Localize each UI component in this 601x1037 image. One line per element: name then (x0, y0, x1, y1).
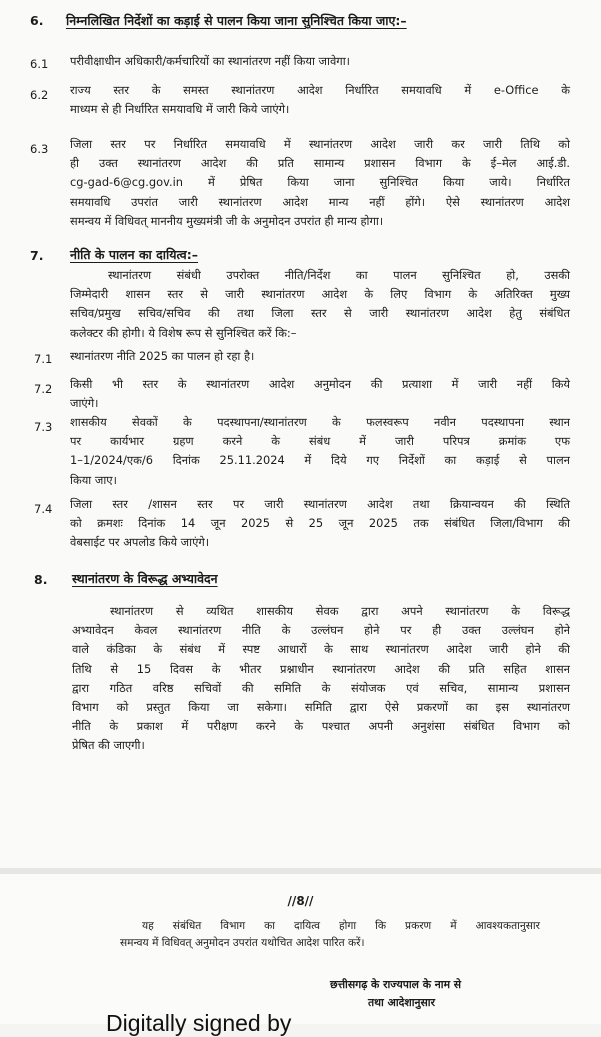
section-7-intro-line: सचिव/प्रमुख सचिव/सचिव की तथा जिला स्तर से जारी स्थानांतरण आदेश हेतु संबंधित (70, 306, 570, 321)
section-7-intro-line: जिम्मेदारी शासन स्तर से जारी स्थानांतरण आदेश के लिए विभाग के अतिरिक्त मुख्य (70, 287, 570, 302)
page-number: //8// (287, 894, 314, 908)
item-6-2-text (70, 81, 570, 119)
item-7-3-text (70, 413, 570, 490)
item-7-1-number: 7.1 (34, 352, 53, 366)
item-7-2-number: 7.2 (34, 382, 53, 396)
item-7-2-line: जाएंगे। (70, 396, 99, 411)
closing-line-2: तथा आदेशानुसार (368, 996, 436, 1009)
section-8-line: प्रेषित की जाएगी। (72, 738, 145, 753)
item-6-3-line-email: cg-gad-6@cg.gov.in में प्रेषित किया जाना सुनिश्चित किया जाये। निर्धारित (70, 175, 570, 190)
section-7-heading: नीति के पालन का दायित्व:– (70, 247, 199, 262)
document-page-8 (0, 874, 601, 1036)
item-6-1-text (70, 52, 570, 71)
section-8-body (72, 602, 570, 756)
item-7-2-text (70, 375, 570, 413)
item-6-1-number: 6.1 (30, 57, 49, 71)
item-6-3-line: समन्वय में विधिवत् माननीय मुख्यमंत्री जी के अनुमोदन उपरांत ही मान्य होगा। (70, 213, 384, 228)
item-7-1-line: स्थानांतरण नीति 2025 का पालन हो रहा है। (70, 349, 255, 363)
item-6-3-number: 6.3 (30, 142, 49, 156)
item-7-3-line: 1–1/2024/एक/6 दिनांक 25.11.2024 में दिये गए निर्देशों का कड़ाई से पालन (70, 453, 570, 468)
item-7-3-line: शासकीय सेवकों के पदस्थापना/स्थानांतरण के फलस्वरूप नवीन पदस्थापना स्थान (70, 415, 570, 429)
section-8-line: तिथि से 15 दिवस के भीतर प्रश्नाधीन स्थानांतरण आदेश की प्रति सहित शासन (72, 661, 570, 676)
section-8-number: 8. (34, 572, 48, 587)
section-7-number: 7. (30, 248, 44, 263)
page-8-line: समन्वय में विधिवत् अनुमोदन उपरांत यथोचित आदेश पारित करें। (120, 937, 365, 949)
section-6-heading: निम्नलिखित निर्देशों का कड़ाई से पालन किया जाना सुनिश्चित किया जाए:– (66, 13, 407, 28)
section-8-line: अभ्यावेदन केवल स्थानांतरण नीति के उल्लंघन होने पर ही उक्त उल्लंघन होने (72, 623, 570, 638)
item-6-3-line: ही उक्त स्थानांतरण आदेश की प्रति सामान्य प्रशासन विभाग के ई–मेल आई.डी. (70, 156, 570, 171)
item-7-1-text (70, 347, 570, 366)
item-6-2-number: 6.2 (30, 88, 49, 102)
page-8-line: यह संबंधित विभाग का दायित्व होगा कि प्रकरण में आवश्यकतानुसार (142, 920, 540, 932)
item-6-2-line: राज्य स्तर के समस्त स्थानांतरण आदेश निर्धारित समयावधि में e-Office के (70, 83, 570, 97)
section-8-heading: स्थानांतरण के विरूद्ध अभ्यावेदन (72, 571, 218, 586)
item-7-4-line: जिला स्तर /शासन स्तर पर जारी स्थानांतरण आदेश तथा क्रियान्वयन की स्थिति (70, 497, 570, 511)
item-6-3-line: समयावधि उपरांत जारी स्थानांतरण आदेश मान्य नहीं होंगे। ऐसे स्थानांतरण आदेश (70, 194, 570, 209)
closing-line-1: छत्तीसगढ़ के राज्यपाल के नाम से (330, 978, 462, 991)
item-7-2-line: किसी भी स्तर के स्थानांतरण आदेश अनुमोदन की प्रत्याशा में जारी नहीं किये (70, 377, 570, 391)
item-7-3-line: पर कार्यभार ग्रहण करने के संबंध में जारी परिपत्र क्रमांक एफ (70, 434, 570, 449)
item-7-4-number: 7.4 (34, 502, 53, 516)
item-7-3-number: 7.3 (34, 420, 53, 434)
item-6-1-line: परीवीक्षाधीन अधिकारी/कर्मचारियों का स्थानांतरण नहीं किया जावेगा। (70, 54, 350, 68)
item-7-3-line: किया जाए। (70, 472, 117, 487)
section-8-line: नीति के प्रकाश में परीक्षण करने के पश्चात अपनी अनुशंसा संबंधित विभाग को (72, 719, 570, 734)
section-7-intro-line: स्थानांतरण संबंधी उपरोक्त नीति/निर्देश का पालन सुनिश्चित हो, उसकी (108, 268, 570, 282)
item-7-4-line: को क्रमशः दिनांक 14 जून 2025 से 25 जून 2025 तक संबंधित जिला/विभाग की (70, 516, 570, 531)
section-7-intro-line: कलेक्टर की होगी। ये विशेष रूप से सुनिश्चित करें कि:– (70, 325, 297, 340)
item-6-3-line: जिला स्तर पर निर्धारित समयावधि में स्थानांतरण आदेश जारी कर जारी तिथि को (70, 137, 570, 151)
section-8-line: विभाग को प्रस्तुत किया जा सकेगा। समिति द्वारा ऐसे प्रकरणों का इस स्थानांतरण (72, 700, 570, 715)
page-8-body (120, 918, 540, 952)
item-7-4-text (70, 495, 570, 553)
section-8-line: वाले कंडिका के संबंध में स्पष्ट आधारों के साथ स्थानांतरण आदेश जारी होने की (72, 642, 570, 657)
item-6-3-text (70, 135, 570, 231)
section-7-intro (70, 266, 570, 343)
digital-signature-text: Digitally signed by (106, 1010, 292, 1036)
section-8-line: स्थानांतरण से व्यथित शासकीय सेवक द्वारा अपने स्थानांतरण के विरूद्ध (110, 604, 570, 618)
section-8-line: द्वारा गठित वरिष्ठ सचिवों की समिति के संयोजक एवं सचिव, सामान्य प्रशासन (72, 680, 570, 695)
item-7-4-line: वेबसाईट पर अपलोड किये जाएंगे। (70, 535, 210, 550)
item-6-2-line: माध्यम से ही निर्धारित समयावधि में जारी किये जाएंगे। (70, 102, 290, 117)
section-6-number: 6. (30, 13, 44, 28)
